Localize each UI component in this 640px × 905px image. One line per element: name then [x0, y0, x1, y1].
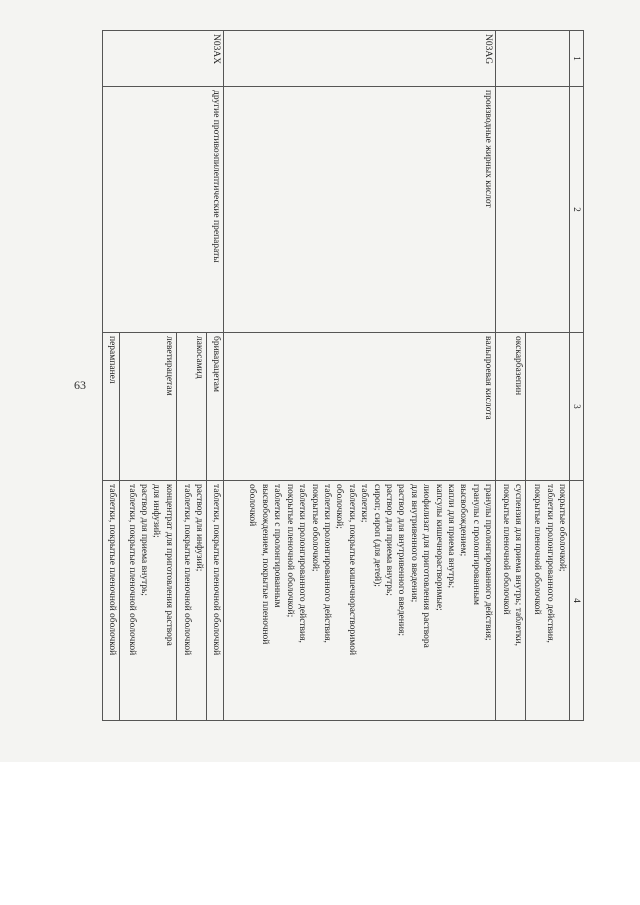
header-col-2: 2: [570, 87, 584, 333]
form-line: высвобождением;: [458, 484, 469, 557]
form-line: оболочкой: [247, 484, 258, 527]
form-line: покрытые оболочкой;: [557, 484, 567, 572]
form-line: покрытые пленочной оболочкой: [532, 484, 543, 615]
form-line: раствор для инфузий;: [194, 484, 205, 572]
header-row: [570, 31, 584, 721]
forms-cell: [176, 481, 206, 721]
drug-table: [102, 30, 584, 721]
form-line: капсулы кишечнорастворимые;: [433, 484, 444, 611]
drug-name: бриварацетам: [207, 333, 224, 481]
form-line: таблетки, покрытые пленочной оболочкой: [181, 484, 192, 656]
form-line: оболочкой;: [334, 484, 345, 529]
form-line: таблетки, покрытые пленочной оболочкой: [126, 484, 137, 656]
form-line: покрытые пленочной оболочкой: [500, 484, 511, 615]
table-row: [526, 31, 570, 721]
forms-cell: [103, 481, 120, 721]
form-line: раствор для внутривенного введения;: [396, 484, 407, 636]
page-number: 63: [74, 378, 86, 392]
table-row: [207, 31, 224, 721]
drug-name: окскарбазепин: [496, 333, 526, 481]
form-line: таблетки пролонгированного действия,: [544, 484, 555, 643]
drug-name: вальпроевая кислота: [223, 333, 495, 481]
forms-cell: [223, 481, 495, 721]
form-line: концентрат для приготовления раствора: [163, 484, 174, 646]
drug-name: леветирацетам: [119, 333, 176, 481]
forms-cell: [496, 481, 526, 721]
form-line: таблетки с пролонгированным: [272, 484, 283, 608]
form-line: таблетки, покрытые кишечнорастворимой: [346, 484, 357, 656]
drug-cell-empty: [526, 333, 570, 481]
forms-cell: [207, 481, 224, 721]
form-line: раствор для приема внутрь;: [139, 484, 150, 596]
atc-code: N03AG: [223, 31, 495, 87]
form-line: для инфузий;: [151, 484, 162, 538]
form-line: раствор для приема внутрь;: [383, 484, 394, 596]
header-col-3: 3: [570, 333, 584, 481]
table-row: [223, 31, 495, 721]
form-line: таблетки пролонгированного действия,: [297, 484, 308, 643]
form-line: для внутривенного введения;: [408, 484, 419, 603]
form-line: суспензия для приема внутрь; таблетки,: [513, 484, 524, 646]
atc-code: N03AX: [103, 31, 224, 87]
form-line: гранулы с пролонгированным: [470, 484, 481, 606]
form-line: покрытые пленочной оболочкой;: [284, 484, 295, 618]
forms-cell: [526, 481, 570, 721]
group-cell-empty: [496, 87, 570, 333]
header-col-1: 1: [570, 31, 584, 87]
group-name: другие противоэпилептические препараты: [103, 87, 224, 333]
form-line: лиофилизат для приготовления раствора: [421, 484, 432, 648]
rotated-table-container: [102, 30, 584, 720]
form-line: покрытые оболочкой;: [309, 484, 320, 572]
form-line: сироп; сироп (для детей);: [371, 484, 382, 587]
group-name: производные жирных кислот: [223, 87, 495, 333]
code-cell-empty: [496, 31, 570, 87]
form-line: таблетки пролонгированного действия,: [321, 484, 332, 643]
forms-cell: [119, 481, 176, 721]
form-line: таблетки;: [359, 484, 370, 523]
form-line: гранулы пролонгированного действия;: [483, 484, 494, 641]
form-line: капли для приема внутрь;: [445, 484, 456, 589]
form-line: таблетки, покрытые пленочной оболочкой: [210, 484, 221, 656]
drug-name: лакосамид: [176, 333, 206, 481]
header-col-4: 4: [570, 481, 584, 721]
form-line: таблетки, покрытые пленочной оболочкой: [106, 484, 117, 656]
form-line: высвобождением, покрытые пленочной: [259, 484, 270, 645]
drug-name: перампанел: [103, 333, 120, 481]
